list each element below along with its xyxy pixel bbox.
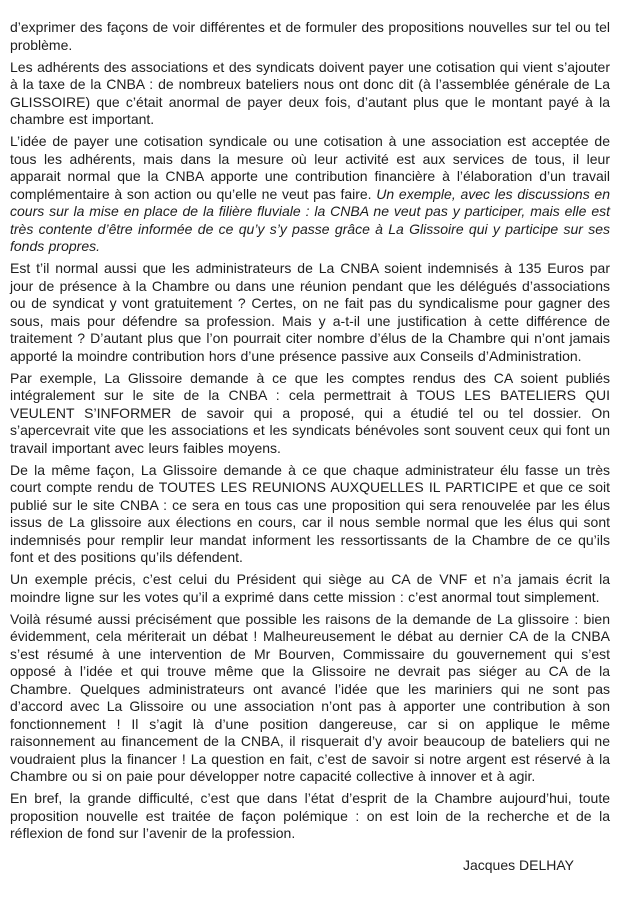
paragraph-run: Est t’il normal aussi que les administrateurs de La CNBA soient indemnisés à 135 Euros par jour de présence à la Chambre ou dans une réunion pendant que les délégués d’associations ou de syndicat y vont gratuitement ? Certes, on ne fait pas du syndicalisme pour gagner des sous, mais pour défendre sa profession. Mais y a-t-il une justification à cette différence de traitement ? D’autant plus que l’on pourrait citer nombre d’élus de la Chambre qui n’ont jamais apporté la moindre contribution hors d’une présence passive aux Conseils d’Administration. xyxy=(10,260,610,364)
paragraph-run: Voilà résumé aussi précisément que possible les raisons de la demande de La glissoire : bien évidemment, cela mériterait un débat ! Malheureusement le débat au dernier CA de la CNBA s’est résumé à une intervention de Mr Bourven, Commissaire du gouvernement qui s’est opposé à l’idée et qui trouve même que la Glissoire ne devrait pas siéger au CA de la Chambre. Quelques administrateurs ont avancé l’idée que les mariniers qui ne sont pas d’accord avec La Glissoire ou une association n’ont pas à apporter une contribution à son fonctionnement ! Il s’agit là d’une position dangereuse, car si on applique le même raisonnement au financement de la CNBA, il risquerait d’y avoir beaucoup de bateliers qui ne voudraient plus la financer ! La question en fait, c’est de savoir si notre argent est réservé à la Chambre ou si on paie pour développer notre capacité collective à innover et à agir. xyxy=(10,610,610,784)
paragraph-run: En bref, la grande difficulté, c’est que dans l’état d’esprit de la Chambre aujourd’hui, toute proposition nouvelle est traitée de façon polémique : on est loin de la recherche et de la réflexion de fond sur l’avenir de la profession. xyxy=(10,790,610,841)
signature: Jacques DELHAY xyxy=(462,856,574,873)
paragraph xyxy=(10,462,610,567)
paragraph-run: d’exprimer des façons de voir différentes et de formuler des propositions nouvelles sur tel ou tel problème. xyxy=(10,19,610,53)
paragraph-run: Les adhérents des associations et des syndicats doivent payer une cotisation qui vient s’ajouter à la taxe de la CNBA : de nombreux bateliers nous ont donc dit (à l’assemblée générale de La GLISSOIRE) que c’était anormal de payer deux fois, d’autant plus que le montant payé à la chambre est important. xyxy=(10,58,610,127)
paragraph xyxy=(10,370,610,458)
paragraph-run-italic: Un exemple, avec les discussions en cours sur la mise en place de la filière fluviale : la CNBA ne veut pas y participer, mais elle est très contente d’être informée de ce qu’y s’y passe grâce à La Glissoire qui y participe sur ses fonds propres. xyxy=(10,185,611,254)
paragraph xyxy=(10,19,610,54)
paragraph xyxy=(10,59,610,129)
paragraph xyxy=(10,611,610,786)
paragraph-run: Par exemple, La Glissoire demande à ce que les comptes rendus des CA soient publiés intégralement sur le site de la CNBA : cela permettrait à TOUS LES BATELIERS QUI VEULENT S’INFORMER de savoir qui a proposé, qui a étudié tel ou tel dossier. On s’apercevrait vite que les associations et les syndicats bénévoles sont souvent ceux qui font un travail important avec leurs faibles moyens. xyxy=(10,369,610,456)
paragraph xyxy=(10,790,610,843)
document-body xyxy=(10,19,610,843)
paragraph-run: Un exemple précis, c’est celui du Président qui siège au CA de VNF et n’a jamais écrit la moindre ligne sur les votes qu’il a exprimé dans cette mission : c’est anormal tout simplement. xyxy=(10,571,610,605)
paragraph-run: De la même façon, La Glissoire demande à ce que chaque administrateur élu fasse un très court compte rendu de TOUTES LES REUNIONS AUXQUELLES IL PARTICIPE et que ce soit publié sur le site CNBA : ce sera en tous cas une proposition qui sera renouvelée par les élus issus de La glissoire aux élections en cours, car il nous semble normal que les élus qui sont indemnisés pour remplir leur mandat informent les ressortissants de la Chambre de ce qu’ils font et des positions qu’ils défendent. xyxy=(10,461,610,565)
paragraph-run: L’idée de payer une cotisation syndicale ou une cotisation à une association est acceptée de tous les adhérents, mais dans la mesure où leur activité est aux services de tous, il leur apparait normal que la CNBA apporte une contribution financière à l’élaboration d’un travail complémentaire à son action ou qu’elle ne veut pas faire. xyxy=(10,133,610,202)
paragraph xyxy=(10,571,610,606)
paragraph xyxy=(10,133,610,256)
paragraph xyxy=(10,260,610,365)
